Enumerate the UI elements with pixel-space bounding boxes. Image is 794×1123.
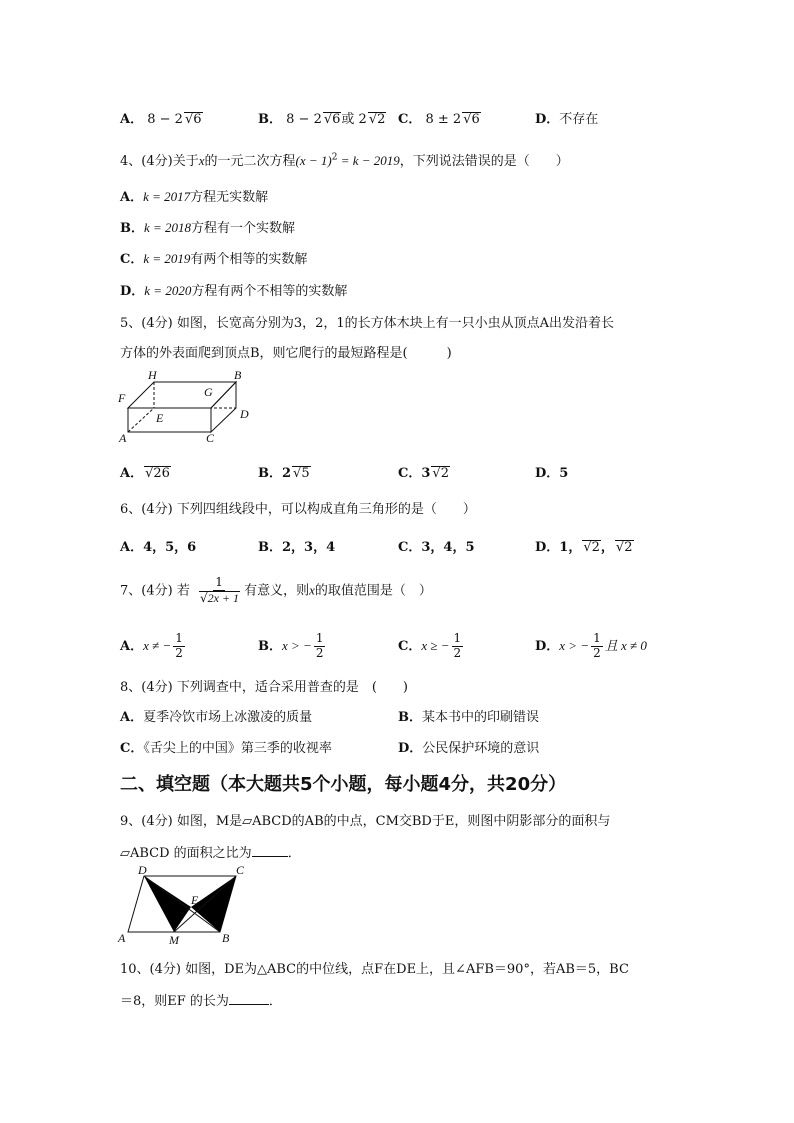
label-c: C bbox=[236, 864, 245, 877]
q4-option-b: B．k = 2018方程有一个实数解 bbox=[120, 220, 296, 236]
q4-option-a: A．k = 2017方程无实数解 bbox=[120, 189, 269, 205]
cuboid-figure bbox=[116, 366, 256, 446]
label-b: B bbox=[222, 931, 230, 945]
q8-option-a: A．夏季冷饮市场上冰激凌的质量 bbox=[120, 710, 313, 725]
q7-option-b: B．x > − $\frac{1}{2}$ bbox=[258, 631, 324, 660]
q7-stem: 7、(4分) 若 1 √ 2x + 1 有意义，则x的取值范围是（ ） bbox=[120, 576, 432, 606]
q8-stem: 8、(4分) 下列调查中，适合采用普查的是 ( ) bbox=[120, 680, 408, 695]
q5-option-d: D．5 bbox=[535, 466, 569, 481]
q3-option-d: D．不存在 bbox=[535, 112, 599, 127]
label-d: D bbox=[240, 407, 249, 421]
q9-answer-blank bbox=[252, 844, 288, 857]
q5-stem-line1: 5、(4分) 如图，长宽高分别为3，2，1的长方体木块上有一只小虫从顶点A出发沿着长 bbox=[120, 316, 615, 331]
cuboid-right-face bbox=[211, 382, 236, 432]
q10-stem-line1: 10、(4分) 如图，DE为△ABC的中位线，点F在DE上，且∠AFB＝90°，若AB＝5，BC bbox=[120, 962, 629, 977]
label-e: E bbox=[191, 893, 199, 907]
q6-stem: 6、(4分) 下列四组线段中，可以构成直角三角形的是（ ） bbox=[120, 502, 476, 517]
q9-stem-line2: ▱ABCD 的面积之比为 ． bbox=[120, 846, 301, 861]
label-h: H bbox=[148, 368, 157, 382]
q5-option-a: A．√ 26 bbox=[120, 462, 171, 481]
q6-option-b: B．2，3，4 bbox=[258, 540, 336, 555]
label-e: E bbox=[156, 411, 164, 425]
q4-option-c: C．k = 2019有两个相等的实数解 bbox=[120, 251, 308, 267]
q10-answer-blank bbox=[229, 992, 269, 1005]
q7-option-c: C．x ≥ − $\frac{1}{2}$ bbox=[398, 631, 462, 660]
label-f: F bbox=[118, 391, 126, 405]
q5-option-b: B．2√ 5 bbox=[258, 462, 311, 481]
q6-option-c: C．3，4，5 bbox=[398, 540, 475, 555]
q7-option-d: D．x > − $\frac{1}{2}$ 且 x ≠ 0 bbox=[535, 631, 647, 660]
q9-stem-line1: 9、(4分) 如图，M是▱ABCD的AB的中点，CM交BD于E，则图中阴影部分的面积与 bbox=[120, 814, 611, 829]
q8-option-d: D．公民保护环境的意识 bbox=[398, 741, 540, 756]
q3-option-c: C． 8 ± 2√ 6 bbox=[398, 108, 481, 127]
cuboid-top-face bbox=[128, 382, 236, 408]
q3-option-a: A． 8 − 2√ 6 bbox=[120, 108, 203, 127]
q7-fraction: 1 √ 2x + 1 bbox=[196, 576, 242, 606]
q3-option-b: B． 8 − 2√ 6或 2√ 2 bbox=[258, 108, 386, 127]
label-m: M bbox=[169, 933, 179, 947]
q4-option-d: D．k = 2020方程有两个不相等的实数解 bbox=[120, 283, 348, 299]
q4-stem: 4、(4分)关于x的一元二次方程$(x - 1)^2 = k - 2019$，下列说法错误的是（ ） bbox=[120, 152, 569, 169]
q6-option-d: D．1，√ 2，√ 2 bbox=[535, 536, 634, 555]
q5-stem-line2: 方体的外表面爬到顶点B，则它爬行的最短路程是( ) bbox=[120, 346, 452, 361]
q7-option-a: A．x ≠ − $\frac{1}{2}$ bbox=[120, 631, 183, 660]
q10-stem-line2: ＝8，则EF 的长为 ． bbox=[120, 994, 282, 1009]
label-a: A bbox=[119, 431, 127, 445]
label-b: B bbox=[234, 368, 242, 382]
label-g: G bbox=[204, 385, 213, 399]
label-a: A bbox=[118, 931, 126, 945]
q6-option-a: A．4，5，6 bbox=[120, 540, 197, 555]
parallelogram-figure bbox=[116, 864, 256, 948]
q5-option-c: C．3√ 2 bbox=[398, 462, 450, 481]
hidden-edge-diagonal bbox=[128, 408, 154, 432]
label-c: C bbox=[206, 431, 215, 445]
q8-option-c: C．《舌尖上的中国》第三季的收视率 bbox=[120, 741, 332, 756]
label-d: D bbox=[138, 864, 147, 877]
section-title-fill-in: 二、填空题（本大题共5个小题，每小题4分，共20分） bbox=[120, 774, 567, 795]
q8-option-b: B．某本书中的印刷错误 bbox=[398, 710, 540, 725]
